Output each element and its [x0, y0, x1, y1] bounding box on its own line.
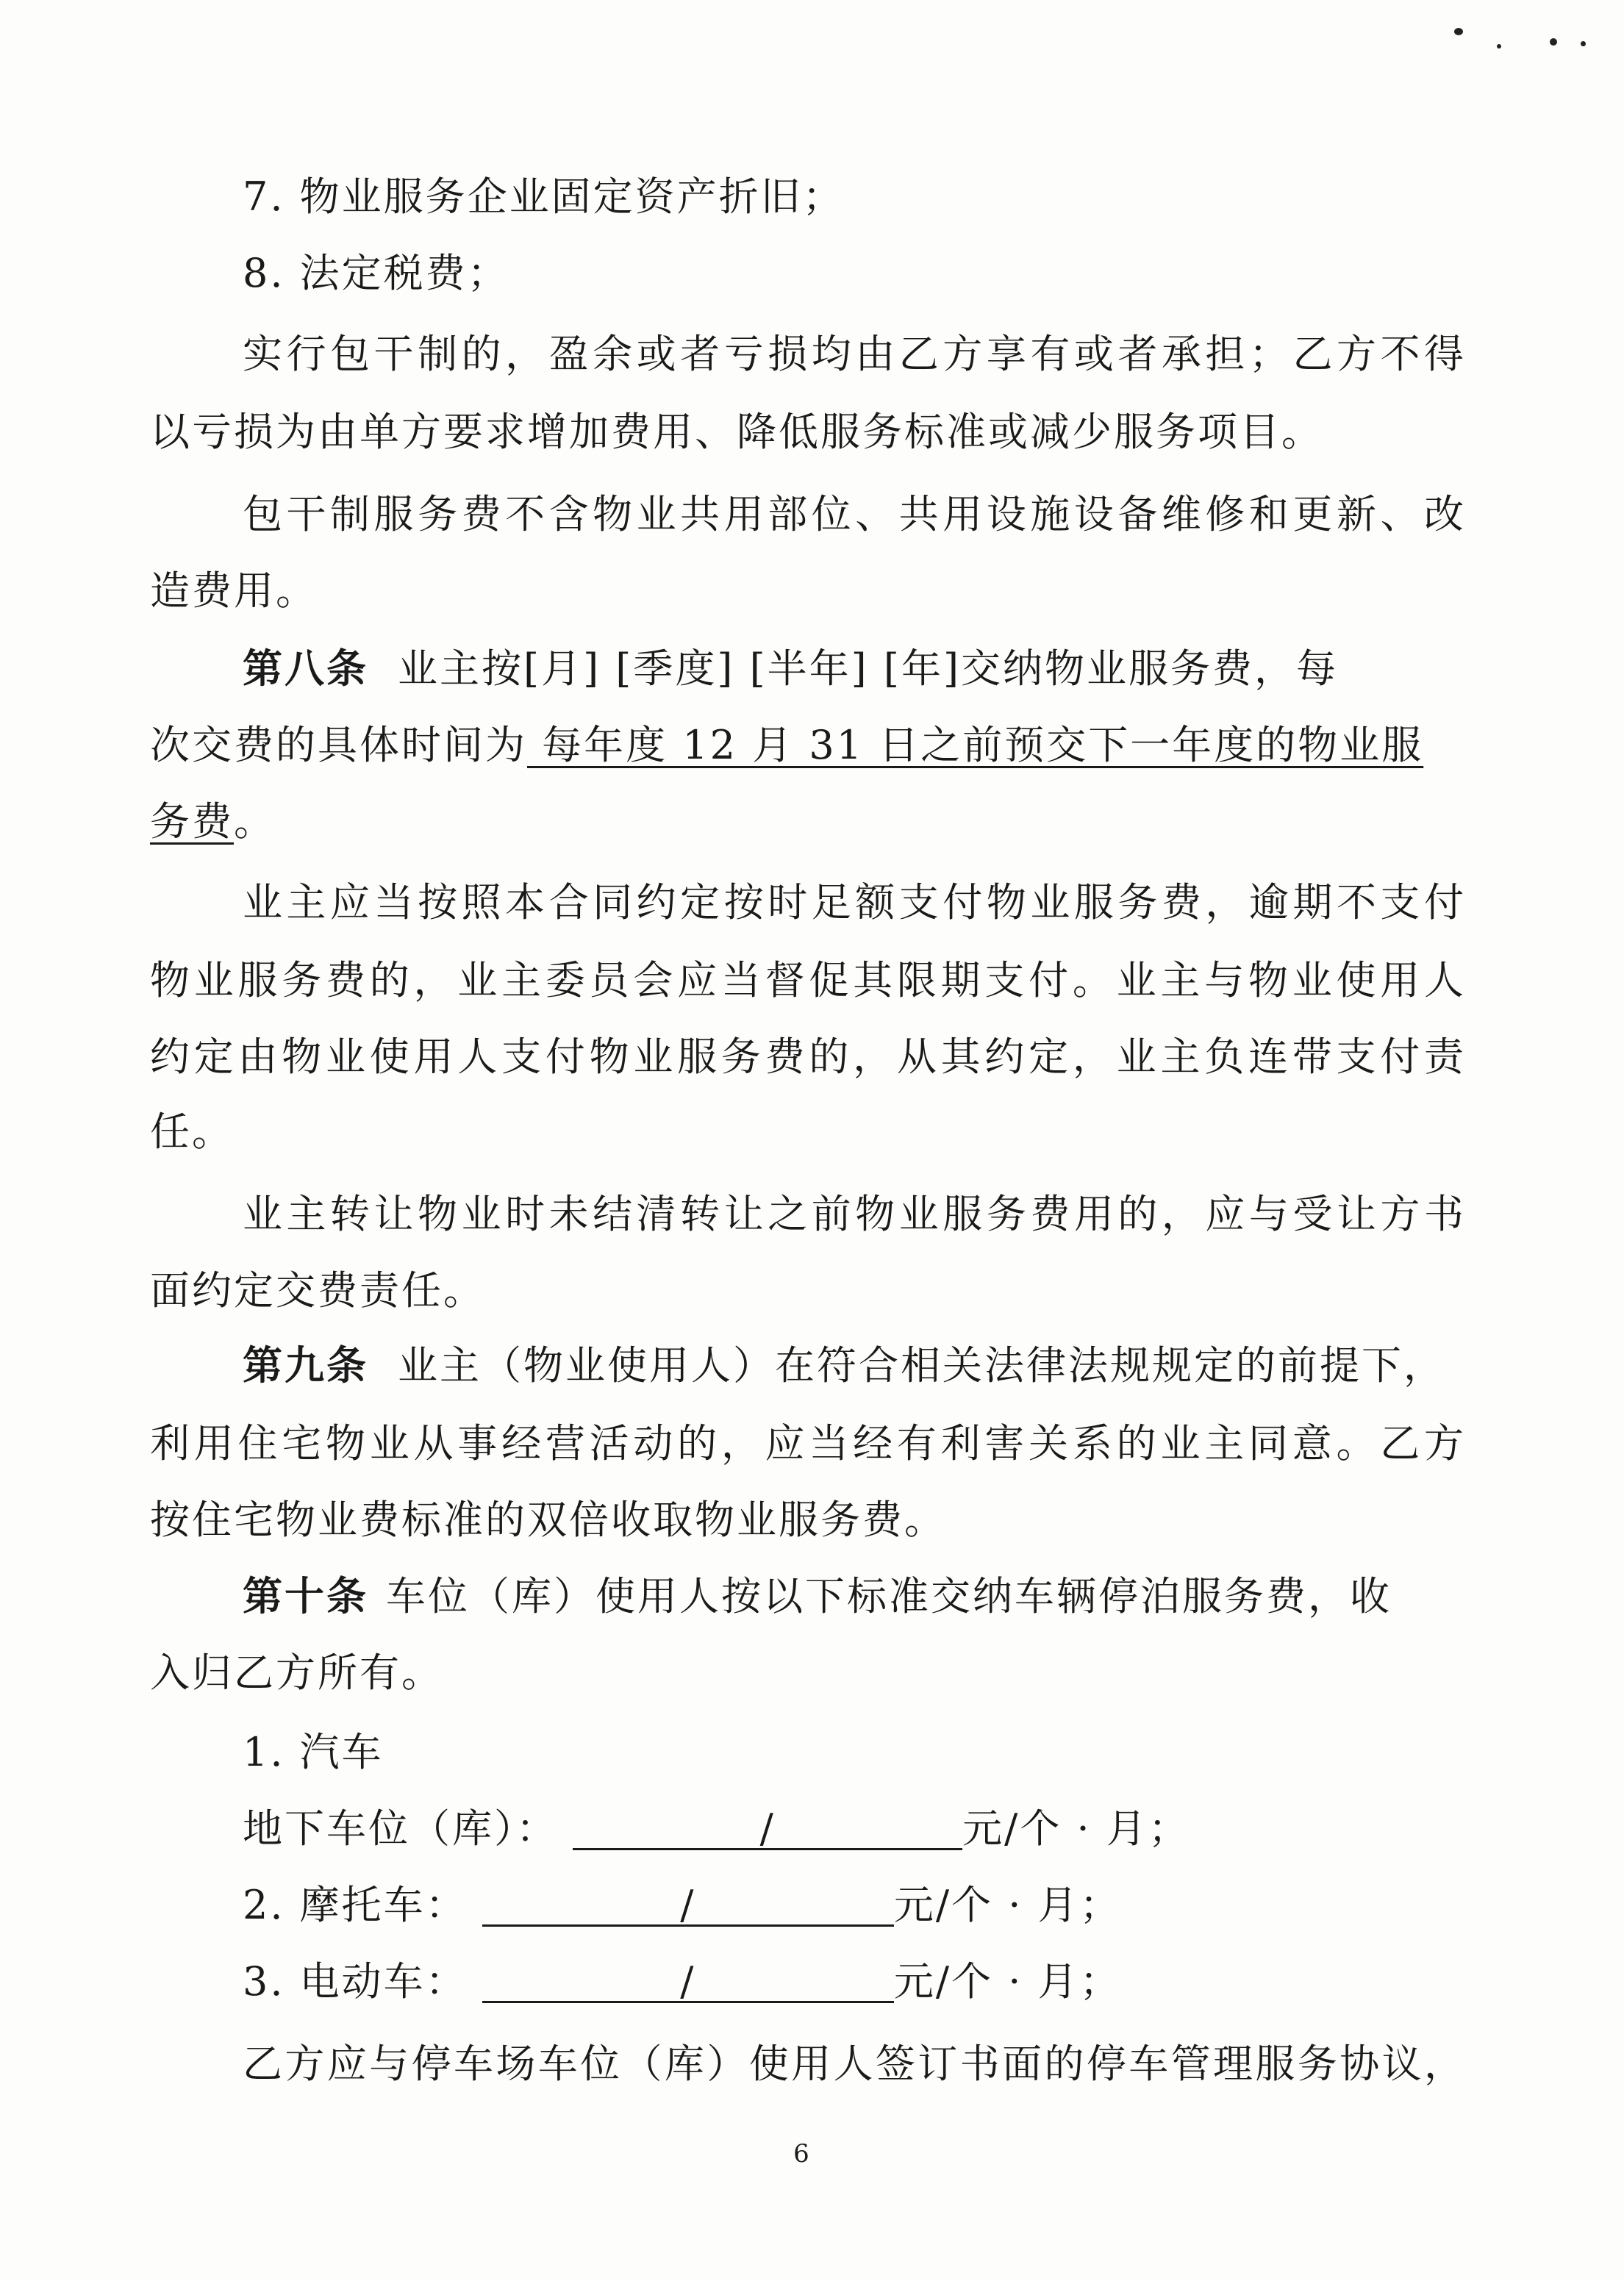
paragraph-line: 约定由物业使用人支付物业服务费的，从其约定，业主负连带支付责	[150, 1034, 1466, 1080]
article-8-title: 第八条	[243, 645, 368, 692]
paragraph-line: 面约定交费责任。	[150, 1267, 485, 1314]
paragraph-line: 任。	[150, 1109, 234, 1155]
article-8-line-2	[150, 722, 1466, 769]
article-8-line-3	[150, 798, 1466, 845]
article-8-text: 。	[234, 798, 276, 845]
payment-deadline-end: 务费	[150, 798, 234, 845]
fee-value: /	[759, 1805, 776, 1852]
fee-unit: 元/个 · 月；	[893, 1882, 1122, 1928]
list-item-7: 7. 物业服务企业固定资产折旧；	[243, 173, 845, 220]
scan-speck	[1550, 38, 1557, 46]
ebike-label: 3. 电动车：	[243, 1958, 468, 2005]
car-heading: 1. 汽车	[243, 1729, 384, 1775]
underground-parking-row	[243, 1805, 1466, 1852]
article-8-text: 业主按[月] [季度] [半年] [年]交纳物业服务费，每	[398, 645, 1339, 692]
paragraph-line: 造费用。	[150, 567, 318, 614]
paragraph-line: 入归乙方所有。	[150, 1650, 443, 1696]
paragraph-line: 业主转让物业时未结清转让之前物业服务费用的，应与受让方书	[243, 1191, 1466, 1237]
article-10-title: 第十条	[243, 1573, 368, 1619]
ebike-fee-field	[482, 1958, 894, 2003]
fee-unit: 元/个 · 月；	[893, 1958, 1122, 2005]
article-9-line-1	[243, 1342, 1466, 1389]
paragraph-line: 按住宅物业费标准的双倍收取物业服务费。	[150, 1497, 946, 1543]
scan-speck	[1581, 41, 1586, 46]
fee-value: /	[680, 1958, 696, 2005]
paragraph-line: 包干制服务费不含物业共用部位、共用设施设备维修和更新、改	[243, 491, 1466, 537]
paragraph-line: 以亏损为由单方要求增加费用、降低服务标准或减少服务项目。	[150, 409, 1323, 455]
page-number: 6	[793, 2139, 809, 2169]
underground-parking-fee-field	[573, 1805, 962, 1850]
paragraph-line: 实行包干制的，盈余或者亏损均由乙方享有或者承担；乙方不得	[243, 331, 1466, 377]
list-item-8: 8. 法定税费；	[243, 250, 509, 296]
underground-parking-label: 地下车位（库）：	[243, 1805, 558, 1852]
article-9-text: 业主（物业使用人）在符合相关法律法规规定的前提下，	[398, 1342, 1445, 1389]
scan-speck	[1454, 28, 1463, 35]
motorcycle-label: 2. 摩托车：	[243, 1882, 468, 1928]
article-9-title: 第九条	[243, 1342, 368, 1389]
paragraph-line: 物业服务费的，业主委员会应当督促其限期支付。业主与物业使用人	[150, 957, 1466, 1003]
paragraph-line: 业主应当按照本合同约定按时足额支付物业服务费，逾期不支付	[243, 879, 1466, 925]
fee-unit: 元/个 · 月；	[962, 1805, 1190, 1852]
article-10-line-1	[243, 1573, 1466, 1620]
ebike-row	[243, 1958, 1466, 2005]
motorcycle-row	[243, 1882, 1466, 1929]
article-8-line-1	[243, 645, 1466, 692]
motorcycle-fee-field	[482, 1882, 894, 1927]
scan-speck	[1497, 44, 1501, 49]
paragraph-line: 利用住宅物业从事经营活动的，应当经有利害关系的业主同意。乙方	[150, 1420, 1466, 1467]
article-10-text: 车位（库）使用人按以下标准交纳车辆停泊服务费，收	[386, 1573, 1392, 1619]
paragraph-line: 乙方应与停车场车位（库）使用人签订书面的停车管理服务协议，	[243, 2041, 1466, 2087]
fee-value: /	[680, 1882, 696, 1928]
payment-deadline: 每年度 12 月 31 日之前预交下一年度的物业服	[527, 722, 1424, 768]
article-8-text: 次交费的具体时间为	[150, 722, 527, 768]
